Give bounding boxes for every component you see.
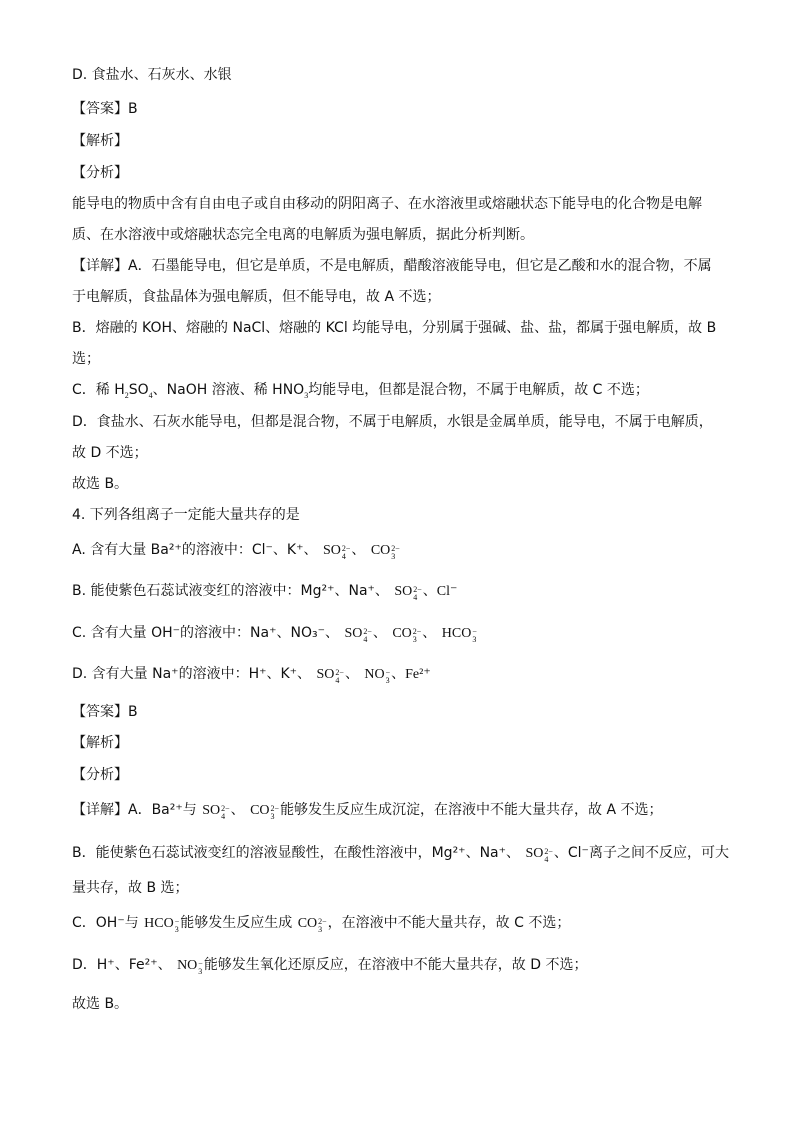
detail-a-q4: 【详解】A．Ba²⁺与 SO 2− 4 、 CO 2− 3 能够发生反应生成沉淀，在溶液中不能大量共存，故 A 不选；	[72, 802, 663, 821]
detail-line-1: 【详解】A．石墨能导电，但它是单质，不是电解质，醋酸溶液能导电，但它是乙酸和水的混合物，不属	[72, 258, 712, 274]
option-d-q4: D. 含有大量 Na⁺的溶液中：H⁺、K⁺、 SO 2− 4 、 NO − 3 、Fe²⁺	[72, 666, 431, 685]
question-4-stem: 4. 下列各组离子一定能大量共存的是	[72, 507, 300, 523]
analysis-tag-q4: 【分析】	[72, 767, 128, 783]
explain-tag-q3: 【解析】	[72, 133, 128, 149]
answer-tag-q4: 【答案】B	[72, 704, 138, 720]
option-c-q4: C. 含有大量 OH⁻的溶液中：Na⁺、NO₃⁻、 SO 2− 4 、 CO 2− 3 、 HCO − 3	[72, 625, 477, 644]
analysis-tag-q3: 【分析】	[72, 165, 128, 181]
explain-tag-q4: 【解析】	[72, 735, 128, 751]
analysis-line-1: 能导电的物质中含有自由电子或自由移动的阴阳离子、在水溶液里或熔融状态下能导电的化合物是电解	[72, 196, 702, 212]
detail-b-q4-line2: 量共存，故 B 选；	[72, 880, 189, 896]
option-a-q4: A. 含有大量 Ba²⁺的溶液中：Cl⁻、K⁺、 SO 2− 4 、 CO 2− 3	[72, 542, 400, 561]
option-b-q4: B. 能使紫色石蕊试液变红的溶液中：Mg²⁺、Na⁺、 SO 2− 4 、Cl⁻	[72, 583, 458, 602]
detail-line-7: 故 D 不选；	[72, 445, 148, 461]
detail-line-4: 选；	[72, 351, 100, 367]
detail-d-q4: D．H⁺、Fe²⁺、 NO − 3 能够发生氧化还原反应，在溶液中不能大量共存，故 D 不选；	[72, 957, 588, 976]
analysis-line-2: 质、在水溶液中或熔融状态完全电离的电解质为强电解质，据此分析判断。	[72, 227, 534, 243]
detail-line-3: B．熔融的 KOH、熔融的 NaCl、熔融的 KCl 均能导电，分别属于强碱、盐、盐，都属于强电解质，故 B	[72, 320, 717, 336]
detail-b-q4-line1: B．能使紫色石蕊试液变红的溶液显酸性，在酸性溶液中，Mg²⁺、Na⁺、 SO 2− 4 、Cl⁻离子之间不反应，可大	[72, 845, 729, 864]
detail-line-8: 故选 B。	[72, 476, 129, 492]
detail-line-6: D．食盐水、石灰水能导电，但都是混合物，不属于电解质，水银是金属单质，能导电，不属于电解质，	[72, 414, 713, 430]
final-choice-q4: 故选 B。	[72, 996, 129, 1012]
detail-c-q4: C．OH⁻与 HCO − 3 能够发生反应生成 CO 2− 3 ，在溶液中不能大量共存，故 C 不选；	[72, 915, 571, 934]
detail-line-5: C．稀 $H_2SO_4$、NaOH 溶液、稀 $HNO_3$均能导电，但都是混合物，不属于电解质，故 C 不选；	[72, 382, 649, 400]
option-d-q3: D. 食盐水、石灰水、水银	[72, 67, 232, 83]
answer-tag-q3: 【答案】B	[72, 101, 138, 117]
detail-line-2: 于电解质，食盐晶体为强电解质，但不能导电，故 A 不选；	[72, 289, 441, 305]
